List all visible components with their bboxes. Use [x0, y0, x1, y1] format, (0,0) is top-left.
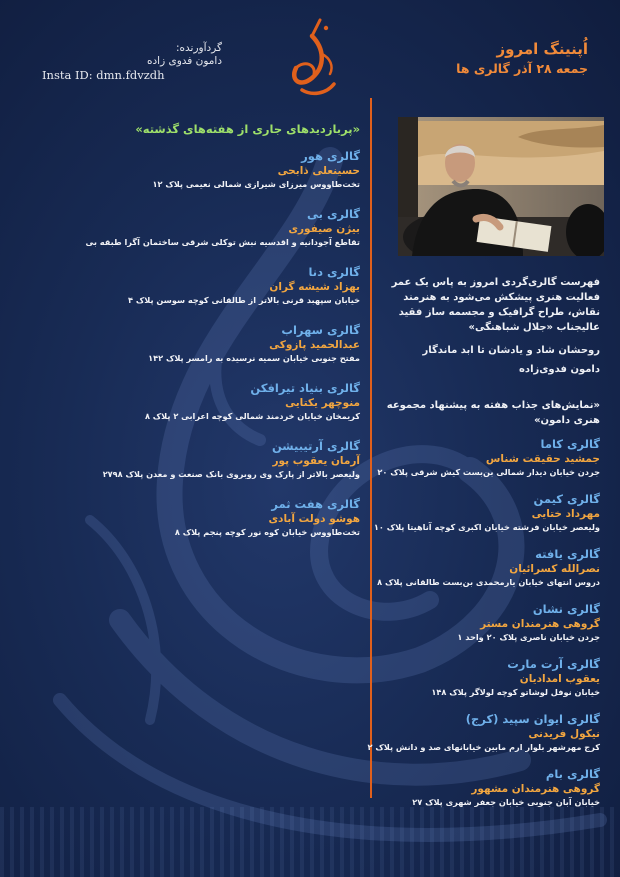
gallery-name: گالری ایوان سپید (کرج)	[465, 712, 600, 726]
gallery-address: ولیعصر بالاتر از پارک وی روبروی بانک صنعت و معدن پلاک ۲۷۹۸	[102, 469, 360, 479]
page-title: اُپنینگ امروز	[496, 40, 588, 58]
gallery-address: تخت‌طاووس میرزای شیرازی شمالی نعیمی پلاک ۱۲	[152, 179, 360, 189]
gallery-entry	[368, 436, 600, 479]
gallery-name: گالری آرت مارت	[507, 657, 600, 671]
instagram-id: Insta ID: dmn.fdvzdh	[42, 68, 165, 82]
gallery-entry	[368, 711, 600, 754]
artist-photo	[398, 117, 604, 256]
artist-name: بهزاد شیشه گران	[269, 281, 360, 293]
recommended-column	[368, 398, 600, 821]
gallery-name: گالری هفت ثمر	[271, 497, 360, 511]
gallery-name: گالری بی	[307, 207, 360, 221]
gallery-name: گالری هور	[301, 149, 360, 163]
gallery-entry	[20, 438, 360, 481]
gallery-entry	[20, 322, 360, 365]
intro-paragraph: فهرست گالری‌گردی امروز به پاس یک عمر فعالیت هنری پیشکش می‌شود به هنرمند نقاش، طراح گرافیک و مجسمه ساز فقید عالیجناب «جلال شباهنگی»	[391, 277, 600, 333]
artist-name: جمشید حقیقت شناس	[485, 453, 600, 465]
gallery-address: دروس انتهای خیابان یارمحمدی بن‌بست طالقانی پلاک ۸	[377, 577, 600, 587]
artist-name: آرمان یعقوب پور	[272, 455, 360, 467]
gallery-name: گالری کاما	[540, 437, 600, 451]
artist-name: حسینعلی ذابحی	[277, 165, 360, 177]
gallery-name: گالری سهراب	[281, 323, 360, 337]
artist-name: یعقوب امدادیان	[519, 673, 600, 685]
gallery-entry	[368, 546, 600, 589]
section-heading: «پربازدیدهای جاری از هفته‌های گذشته»	[135, 122, 360, 136]
artist-name: نصرالله کسرائیان	[509, 563, 600, 575]
gallery-entry	[368, 601, 600, 644]
artist-name: هوشو دولت آبادی	[268, 513, 360, 525]
section-heading: «نمایش‌های جذاب هفته به پیشنهاد مجموعه هنری دامون»	[386, 400, 600, 426]
intro-blessing: روحشان شاد و یادشان تا ابد ماندگار	[422, 345, 600, 356]
artist-name: بیژن صیفوری	[288, 223, 360, 235]
gallery-address: جردن خیابان دیدار شمالی بن‌بست کیش شرقی پلاک ۲۰	[377, 467, 600, 477]
gallery-name: گالری آرتیبیشن	[271, 439, 360, 453]
gallery-address: تقاطع آجودانیه و اقدسیه نبش توکلی شرقی ساختمان آگرا طبقه بی	[85, 237, 360, 247]
credits-block	[42, 42, 222, 83]
intro-signature: دامون فدوی‌زاده	[519, 364, 600, 375]
gallery-address: خیابان آبان جنوبی خیابان جعفر شهری پلاک ۲۷	[412, 797, 600, 807]
gallery-address: ولیعصر خیابان فرشته خیابان اکبری کوچه آناهیتا پلاک ۱۰	[373, 522, 600, 532]
gallery-entry	[20, 380, 360, 423]
gallery-name: گالری دنا	[308, 265, 360, 279]
gallery-address: تخت‌طاووس خیابان کوه نور کوچه پنجم پلاک ۸	[174, 527, 360, 537]
gallery-address: کریمخان خیابان خردمند شمالی کوچه اعرابی ۲ پلاک ۸	[144, 411, 360, 421]
gallery-name: گالری بنیاد تیرافکن	[250, 381, 360, 395]
gallery-entry	[20, 148, 360, 191]
gallery-entry	[20, 206, 360, 249]
gallery-name: گالری نشان	[532, 602, 600, 616]
gallery-address: کرج مهرشهر بلوار ارم مابین خیابانهای صد و دانش پلاک ۲	[367, 742, 600, 752]
gallery-name: گالری کیمن	[533, 492, 600, 506]
gallery-entry	[20, 264, 360, 307]
gallery-address: جردن خیابان ناصری پلاک ۲۰ واحد ۱	[457, 632, 600, 642]
gallery-address: خیابان نوفل لوشاتو کوچه لولاگر پلاک ۱۴۸	[431, 687, 600, 697]
past-weeks-column	[20, 120, 360, 554]
artist-name: گروهی هنرمندان مستر	[480, 618, 600, 630]
tribute-intro	[370, 275, 600, 381]
gallery-entry	[368, 491, 600, 534]
artist-name: عبدالحمید پازوکی	[269, 339, 360, 351]
gallery-entry	[368, 656, 600, 699]
gallery-name: گالری یافته	[535, 547, 600, 561]
artist-name: گروهی هنرمندان مشهور	[471, 783, 600, 795]
page-date: جمعه ۲۸ آذر گالری ها	[456, 61, 588, 76]
artist-name: مهرداد ختایی	[531, 508, 600, 520]
page-header	[388, 38, 588, 78]
gallery-address: خیابان سپهبد قرنی بالاتر از طالقانی کوچه سوسن پلاک ۴	[128, 295, 360, 305]
compiled-by-label: گردآورنده:	[176, 42, 222, 54]
compiler-name: دامون فدوی زاده	[146, 55, 222, 67]
gallery-address: مفتح جنوبی خیابان سمیه نرسیده به رامسر پلاک ۱۴۲	[148, 353, 360, 363]
gallery-entry	[368, 766, 600, 809]
artist-name: منوچهر یکتایی	[285, 397, 360, 409]
calligraphy-logo	[282, 14, 342, 104]
artist-name: نیکول فریدنی	[528, 728, 600, 740]
gallery-name: گالری بام	[545, 767, 600, 781]
gallery-entry	[20, 496, 360, 539]
